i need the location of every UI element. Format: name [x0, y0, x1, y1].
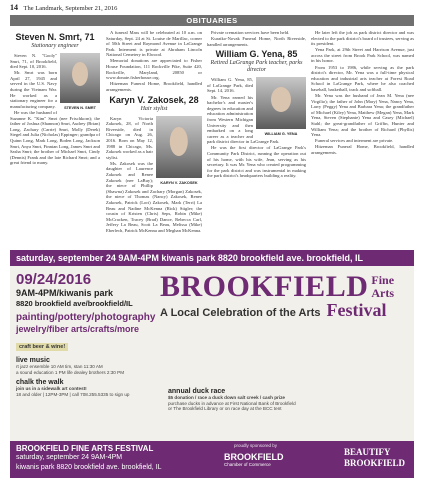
obituary-name: Steven N. Smrt, 71: [15, 32, 95, 42]
beautify-line-1: BEAUTIFY: [344, 447, 391, 457]
beautify-logo: [344, 447, 405, 469]
music-line: a sound education 1 PM life dealey brothers 2:30 PM: [16, 369, 125, 375]
chamber-name: BROOKFIELD: [224, 452, 284, 462]
obituary-subtitle: Hair stylist: [140, 105, 168, 112]
photo-caption: KARYN V. ZAKOSEK: [160, 180, 198, 185]
festival-title-block: [160, 270, 410, 382]
chalk-line: 18 and older | 12PM-3PM | call 708.255.5335 to sign up: [16, 391, 130, 397]
beer-badge: craft beer & wine!: [16, 343, 68, 351]
face-shape: [72, 62, 88, 86]
paragraph: Mr. Smrt was born April 27, 1945 and served in the U.S. Navy during the Vietnam War. He worked as a stationary engineer for a manufacturing company.: [10, 70, 57, 109]
bottom-date: saturday, september 24 9AM-4PM: [16, 454, 123, 461]
ad-main: [10, 266, 414, 441]
ad-details: [16, 272, 156, 397]
paragraph: Mr. Yena was the husband of Jean M. Yena (nee Virgilio); the father of John (Mary) Yena, Nancy Yena, Larry (Peggy) Yena and Barbara Yena; the grandfather of Michael (Kiley) Yena, Matthew (Megan) Yena, Mark Yena, Steven (Stephanie) Yena and Casey (Michael) Stahl; the great-grandfather of Griffin, Hunter and William Yena; and the brother of Richard (Phyllis) Yena.: [311, 93, 414, 138]
photo-caption: WILLIAM G. YENA: [264, 132, 298, 137]
ad-bottom-banner: [10, 441, 414, 478]
paragraph: Yena Park, at 29th Street and Harrison Avenue, just across the street from Brook Park School, was named in his honor.: [311, 47, 414, 64]
paragraph: He was the first director of LaGrange Park's Community Park District, running the operation out of his home, with his wife, Jean, serving as his secretary. It was Mr. Yena who created programming for the park district and was instrumental in making the park district's headquarters building a reality.: [207, 145, 306, 179]
face-shape: [271, 87, 291, 112]
festival-subtitle: A Local Celebration of the Arts: [160, 307, 321, 319]
festival-title-arts: Arts: [371, 286, 395, 300]
page-number: 14: [10, 3, 18, 12]
paragraph: Private cremation services have been held.: [211, 30, 290, 35]
categories-line-1: painting/pottery/photography: [16, 312, 156, 323]
obituary-subtitle: Retired LaGrange Park teacher, parks director: [210, 60, 303, 74]
beautify-line-2: BROOKFIELD: [344, 458, 406, 468]
obituary-column-2: [106, 30, 202, 234]
paragraph: Kuratko-Novak Funeral Home, North Riverside, handled arrangements.: [207, 36, 306, 47]
event-address: 8820 brookfield ave/brookfield/IL: [16, 299, 133, 308]
music-line: rt jazz ensemble 10 AM tim, stan 11:30 AM: [16, 364, 103, 369]
duck-race-block: [168, 384, 406, 412]
obituary-name: William G. Yena, 85: [215, 49, 298, 60]
portrait-photo: [156, 116, 202, 185]
obituary-column-4: [311, 30, 414, 156]
portrait-photo: [60, 53, 100, 110]
masthead: [10, 3, 414, 13]
obituary-smrt: [10, 30, 100, 166]
paragraph: Ms. Zakosek was the daughter of Laurence Zakosek and Renee Zakosek (nee LaBuy); the niece of Phillip (Shawna) Zakosek and Zachary (Morgan) Zakosek, the niece of Thomas (Nancy) Zakosek, Renee Zakosek, Patrick (Lori) Zakosek, Mark (Terri) La Beau and Nadine McKenna (Rick) Stigler; the cousin of Kristen (Chris) Seps, Robin (Mike) McCracken, Tracey (Brad) Dance, Rebecca Carl, Jeffery La Beau, Scott La Beau, Melissa (Mike) Eberlech, Patrick McKenna and Meghan McKenna.: [106, 160, 202, 233]
obituary-name: Karyn V. Zakosek, 28: [109, 94, 199, 105]
paragraph: He later left the job as park district director and was elected to the park district's board of trustees, serving as its president.: [311, 30, 414, 47]
festival-title-fine: Fine: [371, 273, 395, 287]
bottom-title: BROOKFIELD FINE ARTS FESTIVAL: [16, 444, 154, 453]
paragraph: Hitzeman Funeral Home, Brookfield, handled arrangements.: [106, 81, 202, 92]
paper-title: The Landmark, September 21, 2016: [23, 5, 118, 12]
paragraph: Funeral services and interment are private.: [315, 138, 394, 144]
portrait-photo: [256, 77, 306, 137]
duck-race-heading: annual duck race: [168, 388, 226, 395]
categories-line-2: jewelry/fiber arts/crafts/more: [16, 324, 140, 334]
paragraph: Steven N. "Gooly" Smrt, 71, of Brookfield, died Sept. 10, 2016.: [10, 53, 57, 70]
chamber-logo: [224, 452, 284, 467]
festival-title-main: BROOKFIELD: [160, 270, 369, 303]
face-shape: [170, 127, 188, 157]
duck-race-line: $5 donation / race a duck down salt creek / cash prize: [168, 395, 285, 400]
obituary-column-3: [207, 30, 306, 179]
event-date: 09/24/2016: [16, 271, 92, 288]
photo-caption: STEVEN N. SMRT: [64, 106, 96, 110]
fine-arts-festival-ad[interactable]: [10, 250, 414, 478]
paragraph: A funeral Mass will be celebrated at 10 a.m. on Saturday, Sept. 24 at St. Louise de Marillac, corner of 50th Street and Raymond Avenue in LaGrange Park. Interment is private at Abraham Lincoln National Cemetery in Elwood.: [106, 30, 202, 58]
paragraph: Mr. Yena earned his bachelor's and master's degrees in education and education administration from Western Michigan University and then embarked on a long career as a teacher and park district director in LaGrange Park.: [207, 94, 280, 145]
event-time: 9AM-4PM/kiwanis park: [16, 288, 114, 298]
chamber-subtitle: Chamber of Commerce: [224, 462, 271, 467]
paragraph: He was the husband of Suzanne K. "Kim" Smrt (nee Frischkorn); the father of Joshua (Shannon) Smrt, Audrey (Brian) Long, Zachary (Carrie) Smrt, Molly (Derek) Siegel and Julia (Nicholas) Eppinger; grandpa of Quinn Long, Mark Long, Boden Long, Jackson Smrt, Anya Smrt, Finnian Long, James Smrt and Sasha Smrt; the brother of Michael Smrt, Cindy (Dennis) Frank and the late Richard Smrt; and a great friend to many.: [10, 109, 100, 166]
bottom-place: kiwanis park 8820 brookfield ave. brookfield, IL: [16, 464, 162, 471]
duck-race-line: or The Brookfield Library or on race day at the BCC tent: [168, 406, 282, 412]
chalk-line: join us in a sidewalk art contest!: [16, 386, 87, 392]
ad-top-banner: saturday, september 24 9AM-4PM kiwanis park 8820 brookfield ave. brookfield, IL: [10, 250, 414, 266]
paragraph: Memorial donations are appreciated to Fisher House Foundation, 111 Rockville Pike, Suite 420, Rockville, Maryland, 20850 or www.donate.fisherhouse.org.: [106, 58, 202, 81]
duck-race-line: purchase ducks in advance at First National Bank of Brookfield: [168, 400, 296, 406]
paragraph: From 1953 to 1986, while serving as the park district's director, Mr. Yena was a full-time physical education and industrial arts teacher at Forest Road School in LaGrange Park, where he also coached baseball, basketball, track and softball.: [311, 64, 414, 92]
obituary-subtitle: Stationary engineer: [31, 43, 79, 49]
paragraph: William G. Yena, 85, of LaGrange Park, died Sept. 14, 2016.: [207, 77, 253, 94]
paragraph: Hitzeman Funeral Home, Brookfield, handled arrangements.: [311, 144, 414, 155]
music-heading: live music: [16, 357, 50, 364]
sponsor-label: proudly sponsored by: [234, 443, 278, 448]
section-header: OBITUARIES: [10, 15, 414, 26]
festival-title-festival: Festival: [326, 300, 387, 320]
paragraph: Karyn Victoria Zakosek, 28, of North Riverside, died in Chicago on Aug. 26, 2016. Born on May 12, 1988 in Chicago, Ms. Zakosek worked as a hair stylist.: [106, 115, 153, 160]
chalk-heading: chalk the walk: [16, 379, 64, 387]
